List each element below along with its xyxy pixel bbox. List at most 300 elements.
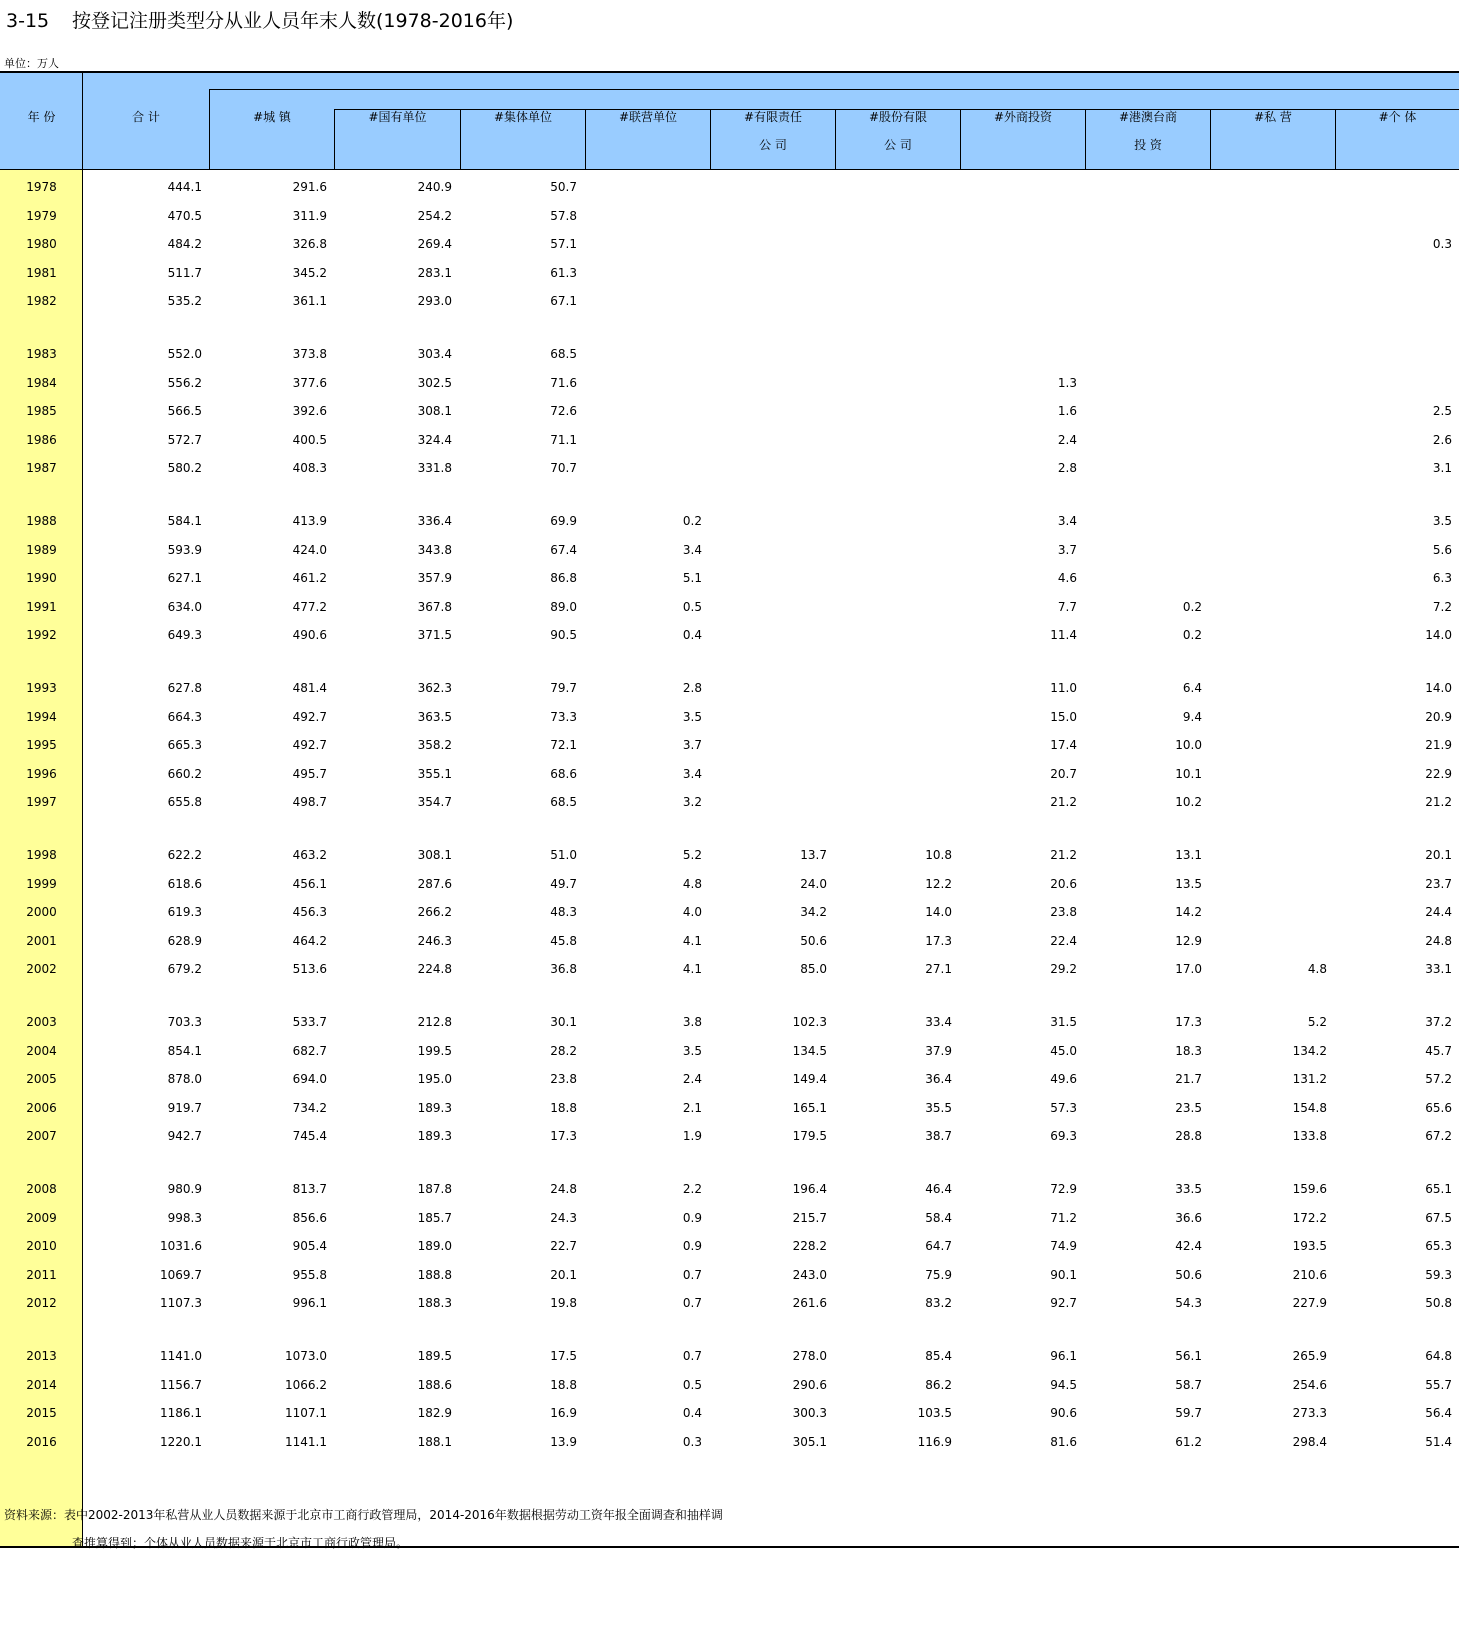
cell-year: 2009 <box>26 1210 57 1225</box>
cell-hmt: 42.4 <box>1175 1239 1202 1253</box>
cell-year: 1999 <box>26 876 57 891</box>
cell-foreign: 7.7 <box>1057 599 1077 614</box>
cell-joint: 0.4 <box>682 1406 702 1420</box>
cell-llc: 13.7 <box>800 848 827 862</box>
cell-individual: 65.1 <box>1425 1182 1452 1196</box>
cell-year: 1986 <box>26 432 57 447</box>
table-row <box>0 927 1459 956</box>
cell-joint: 3.2 <box>682 795 702 809</box>
cell-urban: 533.7 <box>292 1015 327 1029</box>
cell-total: 627.8 <box>167 681 202 695</box>
table-row <box>0 788 1459 817</box>
cell-total: 878.0 <box>167 1072 202 1086</box>
cell-collective: 79.7 <box>550 681 577 695</box>
cell-year: 1993 <box>26 681 57 695</box>
cell-hmt: 61.2 <box>1175 1434 1202 1449</box>
cell-total: 660.2 <box>167 766 202 781</box>
cell-share: 33.4 <box>925 1015 952 1029</box>
cell-urban: 1073.0 <box>285 1349 327 1363</box>
table-row <box>0 173 1459 202</box>
cell-state: 302.5 <box>417 375 452 390</box>
cell-private: 5.2 <box>1307 1015 1327 1029</box>
cell-state: 358.2 <box>417 738 452 752</box>
header-llc-line1: #有限责任 <box>743 110 803 124</box>
cell-individual: 65.6 <box>1425 1100 1452 1115</box>
cell-individual: 21.2 <box>1425 795 1452 809</box>
table-row <box>0 202 1459 231</box>
cell-collective: 30.1 <box>550 1015 577 1029</box>
cell-hmt: 10.1 <box>1175 766 1202 781</box>
cell-foreign: 15.0 <box>1050 709 1077 724</box>
source-note-line1: 资料来源：表中2002-2013年私营从业人员数据来源于北京市工商行政管理局，2014-2016年数据根据劳动工资年报全面调查和抽样调 <box>4 1508 723 1522</box>
cell-hmt: 54.3 <box>1175 1296 1202 1310</box>
cell-hmt: 10.0 <box>1175 738 1202 752</box>
cell-state: 188.8 <box>417 1267 452 1282</box>
cell-total: 628.9 <box>167 933 202 948</box>
table-row <box>0 340 1459 369</box>
cell-foreign: 92.7 <box>1050 1296 1077 1310</box>
cell-total: 580.2 <box>167 461 202 475</box>
cell-year: 2000 <box>26 905 57 919</box>
cell-urban: 464.2 <box>292 933 327 948</box>
cell-llc: 102.3 <box>792 1015 827 1029</box>
cell-year: 2013 <box>26 1349 57 1363</box>
cell-foreign: 81.6 <box>1050 1434 1077 1449</box>
cell-collective: 57.8 <box>550 208 577 223</box>
cell-urban: 492.7 <box>292 738 327 752</box>
cell-collective: 73.3 <box>550 709 577 724</box>
cell-share: 83.2 <box>925 1296 952 1310</box>
cell-year: 1989 <box>26 542 57 557</box>
cell-year: 2007 <box>26 1129 57 1143</box>
table-row <box>0 731 1459 760</box>
cell-urban: 813.7 <box>292 1182 327 1196</box>
cell-private: 254.6 <box>1292 1377 1327 1392</box>
cell-foreign: 11.4 <box>1050 628 1077 642</box>
cell-joint: 0.3 <box>682 1434 702 1449</box>
table-row <box>0 426 1459 455</box>
cell-collective: 61.3 <box>550 265 577 280</box>
table-row <box>0 287 1459 316</box>
cell-collective: 71.6 <box>550 375 577 390</box>
header-year: 年 份 <box>27 110 56 124</box>
cell-state: 224.8 <box>417 962 452 976</box>
cell-state: 357.9 <box>417 571 452 585</box>
cell-year: 1990 <box>26 571 57 585</box>
cell-total: 556.2 <box>167 375 202 390</box>
cell-joint: 3.5 <box>682 709 702 724</box>
cell-private: 227.9 <box>1292 1296 1327 1310</box>
cell-share: 116.9 <box>917 1434 952 1449</box>
cell-private: 273.3 <box>1292 1406 1327 1420</box>
cell-year: 1998 <box>26 848 57 862</box>
header-shareholding <box>836 110 960 152</box>
cell-individual: 37.2 <box>1425 1015 1452 1029</box>
cell-total: 584.1 <box>167 514 202 528</box>
cell-collective: 71.1 <box>550 432 577 447</box>
cell-urban: 905.4 <box>292 1239 327 1253</box>
cell-private: 154.8 <box>1292 1100 1327 1115</box>
cell-joint: 0.5 <box>682 599 702 614</box>
header-shareholding-line1: #股份有限 <box>868 110 928 124</box>
table-row <box>0 703 1459 732</box>
cell-urban: 408.3 <box>292 461 327 475</box>
cell-total: 618.6 <box>167 876 202 891</box>
cell-foreign: 21.2 <box>1050 795 1077 809</box>
cell-year: 2006 <box>26 1100 57 1115</box>
cell-individual: 6.3 <box>1432 571 1452 585</box>
cell-state: 189.5 <box>417 1349 452 1363</box>
cell-joint: 2.8 <box>682 681 702 695</box>
cell-year: 1979 <box>26 208 57 223</box>
cell-urban: 481.4 <box>292 681 327 695</box>
table-row <box>0 870 1459 899</box>
cell-hmt: 12.9 <box>1175 933 1202 948</box>
cell-individual: 5.6 <box>1432 542 1452 557</box>
cell-private: 265.9 <box>1292 1349 1327 1363</box>
cell-foreign: 74.9 <box>1050 1239 1077 1253</box>
cell-total: 703.3 <box>167 1015 202 1029</box>
cell-urban: 456.1 <box>292 876 327 891</box>
cell-year: 2012 <box>26 1296 57 1310</box>
cell-total: 1156.7 <box>160 1377 202 1392</box>
table-number: 3-15 <box>6 10 50 32</box>
header-joint: #联营单位 <box>618 110 678 124</box>
cell-collective: 86.8 <box>550 571 577 585</box>
cell-individual: 67.5 <box>1425 1210 1452 1225</box>
cell-total: 444.1 <box>167 180 202 194</box>
cell-total: 1031.6 <box>160 1239 202 1253</box>
cell-llc: 165.1 <box>792 1100 827 1115</box>
table-row <box>0 674 1459 703</box>
cell-state: 199.5 <box>417 1043 452 1058</box>
cell-state: 324.4 <box>417 432 452 447</box>
table-row <box>0 564 1459 593</box>
cell-individual: 56.4 <box>1425 1406 1452 1420</box>
cell-year: 2010 <box>26 1239 57 1253</box>
cell-state: 371.5 <box>417 628 452 642</box>
cell-state: 362.3 <box>417 681 452 695</box>
cell-individual: 59.3 <box>1425 1267 1452 1282</box>
cell-total: 942.7 <box>167 1129 202 1143</box>
cell-total: 679.2 <box>167 962 202 976</box>
cell-individual: 24.8 <box>1425 933 1452 948</box>
cell-share: 17.3 <box>925 933 952 948</box>
cell-state: 303.4 <box>417 347 452 361</box>
cell-collective: 89.0 <box>550 599 577 614</box>
cell-hmt: 23.5 <box>1175 1100 1202 1115</box>
cell-individual: 33.1 <box>1425 962 1452 976</box>
cell-urban: 495.7 <box>292 766 327 781</box>
cell-joint: 0.4 <box>682 628 702 642</box>
cell-urban: 326.8 <box>292 237 327 251</box>
cell-year: 1985 <box>26 404 57 418</box>
cell-hmt: 14.2 <box>1175 905 1202 919</box>
cell-urban: 490.6 <box>292 628 327 642</box>
cell-joint: 0.7 <box>682 1267 702 1282</box>
cell-urban: 1141.1 <box>285 1434 327 1449</box>
cell-state: 287.6 <box>417 876 452 891</box>
cell-collective: 36.8 <box>550 962 577 976</box>
cell-total: 552.0 <box>167 347 202 361</box>
cell-hmt: 56.1 <box>1175 1349 1202 1363</box>
cell-urban: 682.7 <box>292 1043 327 1058</box>
cell-total: 622.2 <box>167 848 202 862</box>
cell-share: 64.7 <box>925 1239 952 1253</box>
cell-joint: 5.2 <box>682 848 702 862</box>
cell-collective: 45.8 <box>550 933 577 948</box>
cell-state: 363.5 <box>417 709 452 724</box>
cell-joint: 3.4 <box>682 766 702 781</box>
cell-state: 308.1 <box>417 404 452 418</box>
cell-foreign: 1.3 <box>1057 375 1077 390</box>
cell-llc: 50.6 <box>800 933 827 948</box>
cell-state: 269.4 <box>417 237 452 251</box>
cell-collective: 70.7 <box>550 461 577 475</box>
cell-foreign: 69.3 <box>1050 1129 1077 1143</box>
cell-joint: 3.4 <box>682 542 702 557</box>
cell-foreign: 20.7 <box>1050 766 1077 781</box>
table-row <box>0 259 1459 288</box>
table-row <box>0 397 1459 426</box>
cell-collective: 24.8 <box>550 1182 577 1196</box>
cell-hmt: 36.6 <box>1175 1210 1202 1225</box>
cell-llc: 196.4 <box>792 1182 827 1196</box>
cell-state: 293.0 <box>417 294 452 308</box>
cell-urban: 498.7 <box>292 795 327 809</box>
cell-year: 1997 <box>26 795 57 809</box>
cell-individual: 50.8 <box>1425 1296 1452 1310</box>
cell-state: 188.1 <box>417 1434 452 1449</box>
cell-collective: 48.3 <box>550 905 577 919</box>
cell-llc: 290.6 <box>792 1377 827 1392</box>
header-collective: #集体单位 <box>493 110 553 124</box>
cell-foreign: 57.3 <box>1050 1100 1077 1115</box>
header-llc <box>711 110 835 152</box>
source-note-line2: 查推算得到；个体从业人员数据来源于北京市工商行政管理局。 <box>72 1536 409 1550</box>
cell-urban: 400.5 <box>292 432 327 447</box>
cell-foreign: 4.6 <box>1057 571 1077 585</box>
cell-individual: 0.3 <box>1432 237 1452 251</box>
cell-state: 188.6 <box>417 1377 452 1392</box>
cell-foreign: 45.0 <box>1050 1043 1077 1058</box>
table-row <box>0 1371 1459 1400</box>
cell-state: 189.3 <box>417 1129 452 1143</box>
cell-year: 1991 <box>26 599 57 614</box>
data-table <box>0 71 1459 1549</box>
cell-individual: 45.7 <box>1425 1043 1452 1058</box>
table-row <box>0 1204 1459 1233</box>
cell-year: 1995 <box>26 738 57 752</box>
cell-collective: 72.6 <box>550 404 577 418</box>
cell-foreign: 49.6 <box>1050 1072 1077 1086</box>
cell-individual: 64.8 <box>1425 1349 1452 1363</box>
cell-collective: 49.7 <box>550 876 577 891</box>
cell-individual: 7.2 <box>1432 599 1452 614</box>
cell-urban: 477.2 <box>292 599 327 614</box>
cell-state: 336.4 <box>417 514 452 528</box>
table-row <box>0 1342 1459 1371</box>
cell-foreign: 3.7 <box>1057 542 1077 557</box>
cell-collective: 18.8 <box>550 1377 577 1392</box>
cell-individual: 21.9 <box>1425 738 1452 752</box>
cell-share: 35.5 <box>925 1100 952 1115</box>
cell-state: 240.9 <box>417 180 452 194</box>
cell-collective: 24.3 <box>550 1210 577 1225</box>
cell-state: 254.2 <box>417 208 452 223</box>
cell-urban: 345.2 <box>292 265 327 280</box>
cell-year: 1978 <box>26 180 57 194</box>
cell-urban: 311.9 <box>292 208 327 223</box>
cell-year: 2016 <box>26 1434 57 1449</box>
cell-collective: 90.5 <box>550 628 577 642</box>
cell-joint: 0.2 <box>682 514 702 528</box>
cell-foreign: 3.4 <box>1057 514 1077 528</box>
cell-llc: 215.7 <box>792 1210 827 1225</box>
cell-private: 193.5 <box>1292 1239 1327 1253</box>
cell-total: 572.7 <box>167 432 202 447</box>
cell-state: 182.9 <box>417 1406 452 1420</box>
cell-foreign: 2.8 <box>1057 461 1077 475</box>
table-row <box>0 841 1459 870</box>
cell-year: 2015 <box>26 1406 57 1420</box>
cell-share: 46.4 <box>925 1182 952 1196</box>
cell-urban: 856.6 <box>292 1210 327 1225</box>
cell-collective: 17.5 <box>550 1349 577 1363</box>
cell-state: 354.7 <box>417 795 452 809</box>
cell-joint: 4.1 <box>682 962 702 976</box>
cell-llc: 85.0 <box>800 962 827 976</box>
cell-year: 1996 <box>26 766 57 781</box>
cell-collective: 51.0 <box>550 848 577 862</box>
cell-joint: 1.9 <box>682 1129 702 1143</box>
table-row <box>0 230 1459 259</box>
cell-urban: 955.8 <box>292 1267 327 1282</box>
cell-total: 634.0 <box>167 599 202 614</box>
table-row <box>0 536 1459 565</box>
cell-urban: 463.2 <box>292 848 327 862</box>
cell-collective: 13.9 <box>550 1434 577 1449</box>
cell-joint: 0.7 <box>682 1296 702 1310</box>
cell-private: 133.8 <box>1292 1129 1327 1143</box>
cell-total: 627.1 <box>167 571 202 585</box>
cell-total: 619.3 <box>167 905 202 919</box>
cell-year: 1984 <box>26 375 57 390</box>
cell-urban: 492.7 <box>292 709 327 724</box>
cell-foreign: 22.4 <box>1050 933 1077 948</box>
table-row <box>0 454 1459 483</box>
cell-urban: 373.8 <box>292 347 327 361</box>
cell-individual: 23.7 <box>1425 876 1452 891</box>
cell-joint: 4.8 <box>682 876 702 891</box>
cell-joint: 3.5 <box>682 1043 702 1058</box>
cell-individual: 65.3 <box>1425 1239 1452 1253</box>
header-hmt <box>1086 110 1210 152</box>
cell-total: 1107.3 <box>160 1296 202 1310</box>
cell-private: 210.6 <box>1292 1267 1327 1282</box>
cell-state: 343.8 <box>417 542 452 557</box>
cell-state: 283.1 <box>417 265 452 280</box>
header-private: #私 营 <box>1254 110 1292 124</box>
cell-collective: 67.1 <box>550 294 577 308</box>
table-row <box>0 1065 1459 1094</box>
cell-total: 1141.0 <box>160 1349 202 1363</box>
header-shareholding-line2: 公 司 <box>884 138 912 152</box>
header-hmt-line2: 投 资 <box>1134 138 1162 152</box>
cell-share: 36.4 <box>925 1072 952 1086</box>
cell-year: 2011 <box>26 1267 57 1282</box>
cell-foreign: 23.8 <box>1050 905 1077 919</box>
cell-collective: 50.7 <box>550 180 577 194</box>
cell-individual: 2.6 <box>1432 432 1452 447</box>
cell-collective: 69.9 <box>550 514 577 528</box>
cell-hmt: 50.6 <box>1175 1267 1202 1282</box>
header-urban: #城 镇 <box>253 110 291 124</box>
cell-individual: 67.2 <box>1425 1129 1452 1143</box>
cell-state: 195.0 <box>417 1072 452 1086</box>
cell-state: 188.3 <box>417 1296 452 1310</box>
cell-llc: 34.2 <box>800 905 827 919</box>
table-row <box>0 1175 1459 1204</box>
cell-hmt: 17.3 <box>1175 1015 1202 1029</box>
table-row <box>0 1008 1459 1037</box>
cell-foreign: 20.6 <box>1050 876 1077 891</box>
cell-year: 1982 <box>26 294 57 308</box>
cell-urban: 424.0 <box>292 542 327 557</box>
cell-state: 246.3 <box>417 933 452 948</box>
header-total: 合 计 <box>132 110 160 124</box>
cell-state: 189.3 <box>417 1100 452 1115</box>
cell-hmt: 18.3 <box>1175 1043 1202 1058</box>
cell-hmt: 0.2 <box>1182 628 1202 642</box>
cell-foreign: 29.2 <box>1050 962 1077 976</box>
table-row <box>0 898 1459 927</box>
cell-joint: 2.4 <box>682 1072 702 1086</box>
cell-individual: 3.1 <box>1432 461 1452 475</box>
table-row <box>0 955 1459 984</box>
cell-total: 854.1 <box>167 1043 202 1058</box>
header-foreign: #外商投资 <box>993 110 1053 124</box>
cell-hmt: 0.2 <box>1182 599 1202 614</box>
cell-foreign: 72.9 <box>1050 1182 1077 1196</box>
cell-joint: 0.7 <box>682 1349 702 1363</box>
cell-year: 1992 <box>26 628 57 642</box>
cell-state: 187.8 <box>417 1182 452 1196</box>
cell-urban: 513.6 <box>292 962 327 976</box>
cell-private: 134.2 <box>1292 1043 1327 1058</box>
cell-foreign: 94.5 <box>1050 1377 1077 1392</box>
cell-total: 655.8 <box>167 795 202 809</box>
cell-llc: 305.1 <box>792 1434 827 1449</box>
cell-foreign: 90.1 <box>1050 1267 1077 1282</box>
table-row <box>0 1232 1459 1261</box>
header-bottom-border <box>0 169 1459 170</box>
cell-state: 308.1 <box>417 848 452 862</box>
cell-year: 2001 <box>26 933 57 948</box>
cell-individual: 22.9 <box>1425 766 1452 781</box>
table-row <box>0 760 1459 789</box>
cell-total: 593.9 <box>167 542 202 557</box>
cell-total: 470.5 <box>167 208 202 223</box>
cell-llc: 228.2 <box>792 1239 827 1253</box>
cell-hmt: 17.0 <box>1175 962 1202 976</box>
cell-collective: 28.2 <box>550 1043 577 1058</box>
cell-joint: 4.0 <box>682 905 702 919</box>
cell-hmt: 13.5 <box>1175 876 1202 891</box>
cell-urban: 413.9 <box>292 514 327 528</box>
cell-share: 86.2 <box>925 1377 952 1392</box>
table-row <box>0 1094 1459 1123</box>
